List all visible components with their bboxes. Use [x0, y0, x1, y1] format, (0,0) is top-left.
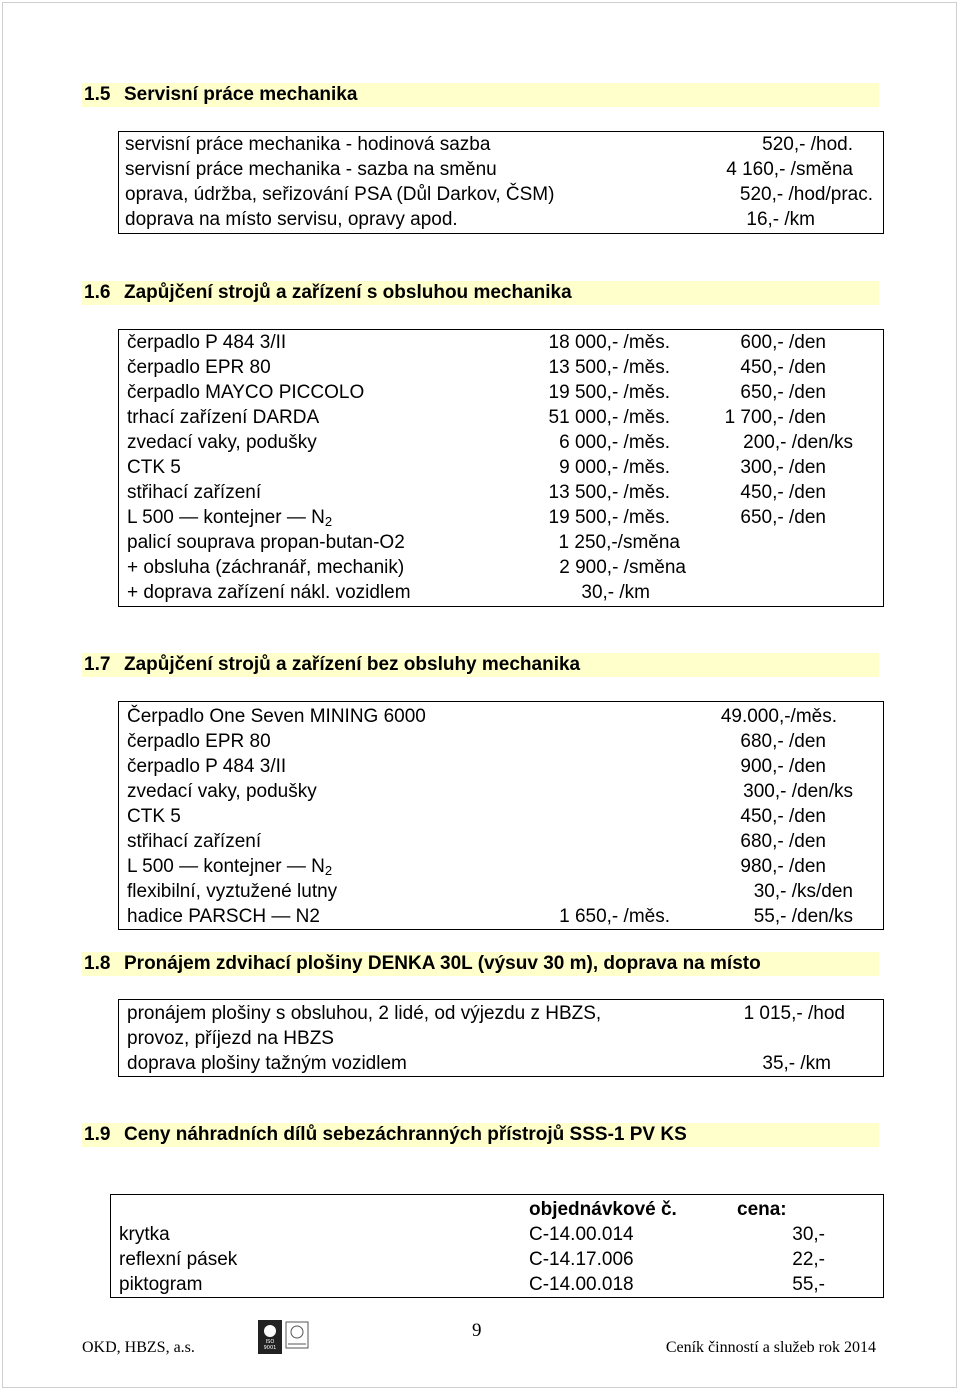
- item-label: flexibilní, vyztužené lutny: [127, 881, 338, 902]
- item-label: L 500 — kontejner — $N_2$: [127, 856, 333, 878]
- item-price: 55,- /den/ks: [753, 906, 853, 927]
- section-title: Zapůjčení strojů a zařízení bez obsluhy mechanika: [124, 654, 581, 675]
- section-header-1-7: [82, 653, 879, 677]
- item-label: pronájem plošiny s obsluhou, 2 lidé, od výjezdu z HBZS,: [127, 1003, 602, 1024]
- item-price-month: 2 900,- /směna: [559, 557, 686, 578]
- item-price-day: 450,- /den: [740, 482, 826, 503]
- item-label: CTK 5: [127, 806, 181, 827]
- table-row: [119, 804, 883, 829]
- item-label: doprava na místo servisu, opravy apod.: [125, 209, 458, 230]
- table-row: [111, 1247, 883, 1272]
- table-row: [119, 904, 883, 929]
- item-label: + obsluha (záchranář, mechanik): [127, 557, 405, 578]
- section-title: Pronájem zdvihací plošiny DENKA 30L (výsuv 30 m), doprava na místo: [124, 953, 761, 974]
- section-header-1-5: [82, 83, 879, 107]
- page-number: 9: [472, 1320, 482, 1341]
- item-label: hadice PARSCH — N2: [127, 906, 320, 927]
- item-label: + doprava zařízení nákl. vozidlem: [127, 582, 411, 603]
- item-price-month: 1 250,-/směna: [558, 532, 680, 553]
- table-row: [119, 330, 883, 355]
- item-price: 900,- /den: [740, 756, 826, 777]
- table-row: [119, 829, 883, 854]
- item-label: zvedací vaky, podušky: [127, 432, 317, 453]
- item-price-month: 18 000,- /měs.: [548, 332, 670, 353]
- item-price-month: 13 500,- /měs.: [548, 357, 670, 378]
- table-row: [119, 455, 883, 480]
- table-row: [111, 1272, 883, 1297]
- item-label: doprava plošiny tažným vozidlem: [127, 1053, 407, 1074]
- table-row: [119, 729, 883, 754]
- item-price: 680,- /den: [740, 831, 826, 852]
- section-number: 1.8: [84, 953, 111, 974]
- part-name: piktogram: [119, 1274, 203, 1295]
- item-price: 35,- /km: [762, 1053, 831, 1074]
- table-row: [119, 779, 883, 804]
- item-label: střihací zařízení: [127, 831, 262, 852]
- table-1-5: [118, 131, 884, 234]
- item-label: L 500 — kontejner — $N_2$: [127, 507, 333, 529]
- item-price-day: 300,- /den: [740, 457, 826, 478]
- item-price-day: 600,- /den: [740, 332, 826, 353]
- section-number: 1.6: [84, 282, 111, 303]
- item-label: trhací zařízení DARDA: [127, 407, 320, 428]
- item-price: 520,- /hod/prac.: [739, 184, 873, 205]
- item-price-month: 30,- /km: [581, 582, 650, 603]
- item-label: palicí souprava propan-butan-O2: [127, 532, 405, 553]
- section-title: Servisní práce mechanika: [124, 84, 358, 105]
- item-price: 980,- /den: [740, 856, 826, 877]
- table-row: [119, 1051, 883, 1076]
- part-name: krytka: [119, 1224, 170, 1245]
- item-label: provoz, příjezd na HBZS: [127, 1028, 334, 1049]
- item-label: zvedací vaky, podušky: [127, 781, 317, 802]
- item-price: 30,- /ks/den: [753, 881, 853, 902]
- section-title: Ceny náhradních dílů sebezáchranných přístrojů SSS-1 PV KS: [124, 1124, 687, 1145]
- table-row: [119, 430, 883, 455]
- item-price-month: 13 500,- /měs.: [548, 482, 670, 503]
- item-label: oprava, údržba, seřizování PSA (Důl Darkov, ČSM): [125, 184, 555, 205]
- table-row: [119, 754, 883, 779]
- footer-company: OKD, HBZS, a.s.: [82, 1339, 195, 1356]
- table-row: [119, 1001, 883, 1026]
- item-label: čerpadlo MAYCO PICCOLO: [127, 382, 365, 403]
- col-header-order: objednávkové č.: [529, 1199, 677, 1220]
- item-price: 4 160,- /směna: [726, 159, 853, 180]
- item-price-month: 51 000,- /měs.: [548, 407, 670, 428]
- item-label: čerpadlo EPR 80: [127, 731, 271, 752]
- part-price: 22,-: [792, 1249, 825, 1270]
- item-label: střihací zařízení: [127, 482, 262, 503]
- table-1-6: [118, 329, 884, 607]
- item-price-month: 9 000,- /měs.: [559, 457, 670, 478]
- table-row: [119, 480, 883, 505]
- table-row: [119, 182, 883, 207]
- table-header-row: [111, 1197, 883, 1222]
- section-number: 1.5: [84, 84, 111, 105]
- item-label: Čerpadlo One Seven MINING 6000: [127, 706, 426, 727]
- item-label: čerpadlo P 484 3/II: [127, 332, 287, 353]
- section-header-1-6: [82, 281, 879, 305]
- item-price-day: 650,- /den: [740, 382, 826, 403]
- item-price-day: 450,- /den: [740, 357, 826, 378]
- table-row: [119, 704, 883, 729]
- section-number: 1.9: [84, 1124, 111, 1145]
- table-row: [111, 1222, 883, 1247]
- item-label: čerpadlo P 484 3/II: [127, 756, 287, 777]
- svg-text:9001: 9001: [263, 1345, 277, 1351]
- item-price: 1 015,- /hod: [743, 1003, 845, 1024]
- table-row: [119, 132, 883, 157]
- part-order-number: C-14.00.014: [529, 1224, 634, 1245]
- item-price-day: 1 700,- /den: [724, 407, 826, 428]
- table-1-8: [118, 999, 884, 1077]
- table-row: [119, 505, 883, 530]
- table-row: [119, 1026, 883, 1051]
- table-row: [119, 555, 883, 580]
- item-price: 450,- /den: [740, 806, 826, 827]
- table-1-9: [110, 1194, 884, 1298]
- item-price: 680,- /den: [740, 731, 826, 752]
- svg-text:ISO: ISO: [265, 1339, 275, 1345]
- section-title: Zapůjčení strojů a zařízení s obsluhou mechanika: [124, 282, 572, 303]
- table-row: [119, 207, 883, 232]
- item-price-day: 200,- /den/ks: [743, 432, 853, 453]
- table-row: [119, 405, 883, 430]
- item-label: čerpadlo EPR 80: [127, 357, 271, 378]
- item-price: 49.000,-/měs.: [720, 706, 837, 727]
- table-row: [119, 879, 883, 904]
- table-row: [119, 580, 883, 605]
- table-row: [119, 157, 883, 182]
- part-name: reflexní pásek: [119, 1249, 238, 1270]
- item-price: 300,- /den/ks: [743, 781, 853, 802]
- part-order-number: C-14.00.018: [529, 1274, 634, 1295]
- item-label: servisní práce mechanika - hodinová sazba: [125, 134, 491, 155]
- section-header-1-8: [82, 952, 879, 976]
- section-header-1-9: [82, 1123, 879, 1147]
- col-header-price: cena:: [737, 1199, 787, 1220]
- table-row: [119, 530, 883, 555]
- item-label: servisní práce mechanika - sazba na směnu: [125, 159, 497, 180]
- section-number: 1.7: [84, 654, 111, 675]
- iso-certification-logo: [258, 1320, 310, 1356]
- item-price: 520,- /hod.: [762, 134, 853, 155]
- table-row: [119, 854, 883, 879]
- item-price-month: 19 500,- /měs.: [548, 382, 670, 403]
- item-price-day: 650,- /den: [740, 507, 826, 528]
- item-price-month: 19 500,- /měs.: [548, 507, 670, 528]
- part-price: 55,-: [792, 1274, 825, 1295]
- table-row: [119, 355, 883, 380]
- part-order-number: C-14.17.006: [529, 1249, 634, 1270]
- part-price: 30,-: [792, 1224, 825, 1245]
- item-price-month: 6 000,- /měs.: [559, 432, 670, 453]
- footer-title: Ceník činností a služeb rok 2014: [665, 1339, 876, 1356]
- table-row: [119, 380, 883, 405]
- item-label: CTK 5: [127, 457, 181, 478]
- item-price: 16,- /km: [746, 209, 815, 230]
- item-price-month: 1 650,- /měs.: [559, 906, 670, 927]
- table-1-7: [118, 701, 884, 930]
